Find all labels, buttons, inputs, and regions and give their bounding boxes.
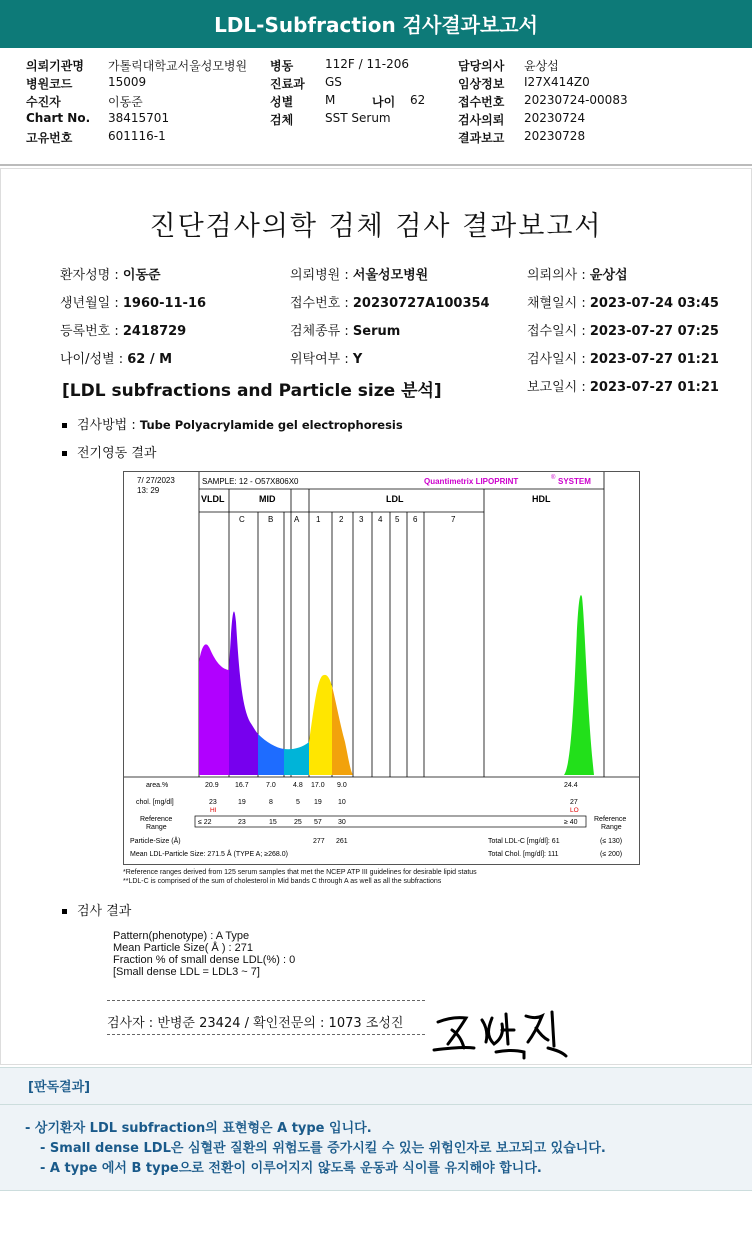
info-field	[527, 292, 719, 311]
info-label: 접수번호 :	[290, 296, 353, 311]
info-label: 의뢰병원 :	[290, 268, 353, 283]
header-value: 20230724-00083	[524, 93, 628, 107]
header-label: 접수번호	[458, 95, 505, 109]
info-label: 의뢰의사 :	[527, 268, 590, 283]
info-field	[527, 264, 628, 283]
vldl-peak	[199, 644, 229, 775]
region-vldl: VLDL	[201, 494, 225, 504]
reference-value: 25	[294, 819, 302, 826]
chart-brand: Quantimetrix LIPOPRINT	[424, 477, 519, 486]
chart-footnotes	[123, 868, 477, 886]
particle-size-value: 277	[313, 838, 325, 845]
chol-value: 19	[314, 799, 322, 806]
header-label: 성별	[270, 95, 294, 109]
info-value: 이동준	[122, 268, 161, 283]
interpretation-line: - 상기환자 LDL subfraction의 표현형은 A type 입니다.	[25, 1121, 372, 1136]
chol-value: 23	[209, 799, 217, 806]
reference-label-right: Reference	[594, 816, 627, 823]
chart-time: 13: 29	[137, 486, 160, 495]
info-field	[60, 264, 161, 283]
result-heading	[62, 900, 131, 919]
header-label: 의뢰기관명	[26, 59, 84, 73]
header-label: 검체	[270, 113, 294, 127]
mean-ldl-size: Mean LDL-Particle Size: 271.5 Å (TYPE A; ≥268.0)	[130, 851, 288, 858]
chart-date: 7/ 27/2023	[137, 476, 175, 485]
info-label: 위탁여부 :	[290, 352, 353, 367]
header-value: 62	[410, 93, 426, 107]
ldl2-peak	[332, 686, 353, 775]
region-hdl: HDL	[532, 494, 551, 504]
area-row	[146, 782, 578, 789]
info-label: 검체종류 :	[290, 324, 353, 339]
info-field	[527, 320, 719, 339]
divider	[107, 1034, 425, 1035]
info-label: 검사일시 :	[527, 352, 590, 367]
report-datetime-value: 2023-07-27 01:21	[589, 380, 719, 395]
header-label: 병원코드	[26, 77, 73, 91]
electrophoresis-svg	[124, 472, 639, 864]
band-label: 4	[378, 515, 383, 524]
interpretation-panel	[0, 1067, 752, 1191]
band-label: 5	[395, 515, 400, 524]
reference-label: Reference	[140, 816, 173, 823]
info-label: 생년월일 :	[60, 296, 123, 311]
analysis-subtitle: [LDL subfractions and Particle size 분석]	[62, 381, 442, 401]
header-value: 38415701	[108, 111, 170, 125]
divider	[0, 1104, 752, 1105]
signature-text: 검사자 : 반병준 23424 / 확인전문의 : 1073 조성진	[107, 1016, 404, 1031]
bullet-icon	[62, 909, 67, 914]
total-chol: Total Chol. [mg/dl]: 111	[488, 851, 559, 858]
chart-sample: SAMPLE: 12 - O57X806X0	[202, 477, 299, 486]
info-field	[290, 320, 400, 339]
header-value: 20230724	[524, 111, 586, 125]
particle-rows	[130, 836, 622, 858]
info-value: 62 / M	[127, 352, 173, 367]
header-value: 윤상섭	[524, 59, 559, 73]
method-value: Tube Polyacrylamide gel electrophoresis	[139, 418, 403, 432]
area-value: 16.7	[235, 782, 249, 789]
info-label: 나이/성별 :	[60, 352, 128, 367]
band-label: 7	[451, 515, 456, 524]
report-title: LDL-Subfraction 검사결과보고서	[214, 13, 538, 37]
info-field	[290, 264, 428, 283]
band-label: 1	[316, 515, 321, 524]
region-mid: MID	[259, 494, 276, 504]
info-value: Serum	[352, 324, 401, 339]
chol-row	[136, 799, 579, 814]
info-value: 윤상섭	[589, 268, 628, 283]
result-block	[113, 930, 295, 978]
lo-flag: LO	[570, 807, 579, 814]
info-value: 20230727A100354	[352, 296, 490, 311]
info-label: 채혈일시 :	[527, 296, 590, 311]
band-label: 3	[359, 515, 364, 524]
chol-value: 8	[269, 799, 273, 806]
header-label: 고유번호	[26, 131, 73, 145]
info-field	[290, 348, 362, 367]
info-value: 2023-07-24 03:45	[589, 296, 719, 311]
divider	[0, 164, 752, 166]
result-line: [Small dense LDL = LDL3 ~ 7]	[113, 966, 260, 978]
chol-value: 19	[238, 799, 246, 806]
info-value: 2023-07-27 07:25	[589, 324, 719, 339]
interpretation-line: - Small dense LDL은 심혈관 질환의 위험도를 증가시킬 수 있는 위험인자로 보고되고 있습니다.	[40, 1141, 606, 1156]
reference-value: ≥ 40	[564, 819, 578, 826]
info-label: 접수일시 :	[527, 324, 590, 339]
chart-brand-suffix: SYSTEM	[558, 477, 591, 486]
header-label: 담당의사	[458, 59, 505, 73]
area-value: 7.0	[266, 782, 276, 789]
info-value: 2023-07-27 01:21	[589, 352, 719, 367]
area-value: 4.8	[293, 782, 303, 789]
header-value: M	[325, 93, 336, 107]
header-info	[0, 50, 752, 160]
mid-b-peak	[258, 734, 284, 775]
divider	[107, 1000, 425, 1001]
header-value: GS	[325, 75, 342, 89]
reference-label: Range	[146, 824, 167, 831]
header-label: 결과보고	[458, 131, 505, 145]
particle-size-value: 261	[336, 838, 348, 845]
ldl1-peak	[309, 675, 332, 775]
header-value: 601116-1	[108, 129, 166, 143]
area-value: 24.4	[564, 782, 578, 789]
chol-value: 27	[570, 799, 578, 806]
hdl-peak	[564, 595, 594, 775]
report-title-bar	[0, 0, 752, 48]
info-field	[60, 320, 186, 339]
footnote: **LDL-C is comprised of the sum of cholesterol in Mid bands C through A as well as all the subfractions	[123, 878, 442, 885]
header-label: 검사의뢰	[458, 113, 505, 127]
header-label: Chart No.	[26, 111, 91, 125]
bullet-icon	[62, 423, 67, 428]
mid-a-peak	[284, 742, 309, 775]
area-label: area.%	[146, 782, 169, 789]
reference-value: 15	[269, 819, 277, 826]
result-line: Mean Particle Size( Å ) : 271	[113, 942, 254, 954]
chol-value: 5	[296, 799, 300, 806]
report-datetime	[527, 376, 719, 395]
info-value: 서울성모병원	[352, 268, 429, 283]
region-ldl: LDL	[386, 494, 404, 504]
band-label: 2	[339, 515, 344, 524]
header-label: 진료과	[270, 77, 305, 91]
chol-value: 10	[338, 799, 346, 806]
band-label: 6	[413, 515, 418, 524]
header-label: 임상정보	[458, 77, 505, 91]
bullet-icon	[62, 451, 67, 456]
chol-label: chol. [mg/dl]	[136, 799, 174, 806]
header-value: 20230728	[524, 129, 586, 143]
info-field	[60, 348, 172, 367]
area-value: 17.0	[311, 782, 325, 789]
reference-row	[140, 816, 626, 831]
total-ldl: Total LDL-C [mg/dl]: 61	[488, 838, 560, 845]
band-label: B	[268, 515, 274, 524]
header-value: 112F / 11-206	[325, 57, 409, 71]
lipoprint-chart	[123, 471, 640, 865]
footnote: *Reference ranges derived from 125 serum samples that met the NCEP ATP III guidelines for desirable lipid status	[123, 869, 477, 876]
header-label: 나이	[372, 95, 396, 109]
electrophoresis-heading	[62, 442, 156, 461]
info-field	[527, 348, 719, 367]
header-value: 가톨릭대학교서울성모병원	[108, 59, 248, 73]
info-value: 1960-11-16	[122, 296, 207, 311]
header-value: 이동준	[108, 95, 143, 109]
info-label: 등록번호 :	[60, 324, 123, 339]
result-line: Pattern(phenotype) : A Type	[113, 930, 250, 942]
mid-c-peak	[229, 611, 258, 775]
area-value: 20.9	[205, 782, 219, 789]
band-labels	[239, 515, 456, 524]
report-datetime-label: 보고일시 :	[527, 380, 590, 395]
reference-value: 23	[238, 819, 246, 826]
result-label: 검사 결과	[77, 904, 132, 919]
header-value: SST Serum	[325, 111, 391, 125]
particle-size-label: Particle-Size (Å)	[130, 838, 181, 845]
total-ldl-ref: (≤ 130)	[600, 838, 623, 845]
info-label: 환자성명 :	[60, 268, 123, 283]
reference-box	[195, 816, 586, 827]
header-label: 수진자	[26, 95, 61, 109]
handwritten-signature-icon	[430, 1000, 570, 1060]
total-chol-ref: (≤ 200)	[600, 851, 623, 858]
document-title: 진단검사의학 검체 검사 결과보고서	[149, 211, 603, 242]
header-value: 15009	[108, 75, 147, 89]
interpretation-line: - A type 에서 B type으로 전환이 이루어지지 않도록 운동과 식이를 유지해야 합니다.	[40, 1161, 542, 1176]
interpretation-heading: [판독결과]	[28, 1080, 91, 1095]
reference-value: 30	[338, 819, 346, 826]
method-label: 검사방법 :	[77, 418, 140, 433]
info-field	[60, 292, 206, 311]
header-label: 병동	[270, 59, 294, 73]
reference-value: 57	[314, 819, 322, 826]
reference-value: ≤ 22	[198, 819, 212, 826]
info-value: 2418729	[122, 324, 187, 339]
info-field	[290, 292, 490, 311]
hi-flag: HI	[210, 807, 217, 814]
info-value: Y	[352, 352, 363, 367]
reference-label-right: Range	[601, 824, 622, 831]
band-label: C	[239, 515, 245, 524]
registered-mark-icon: ®	[551, 475, 556, 481]
area-value: 9.0	[337, 782, 347, 789]
result-line: Fraction % of small dense LDL(%) : 0	[113, 954, 296, 966]
method-line	[62, 414, 403, 433]
header-value: I27X414Z0	[524, 75, 590, 89]
band-label: A	[294, 515, 300, 524]
electrophoresis-label: 전기영동 결과	[77, 446, 157, 461]
